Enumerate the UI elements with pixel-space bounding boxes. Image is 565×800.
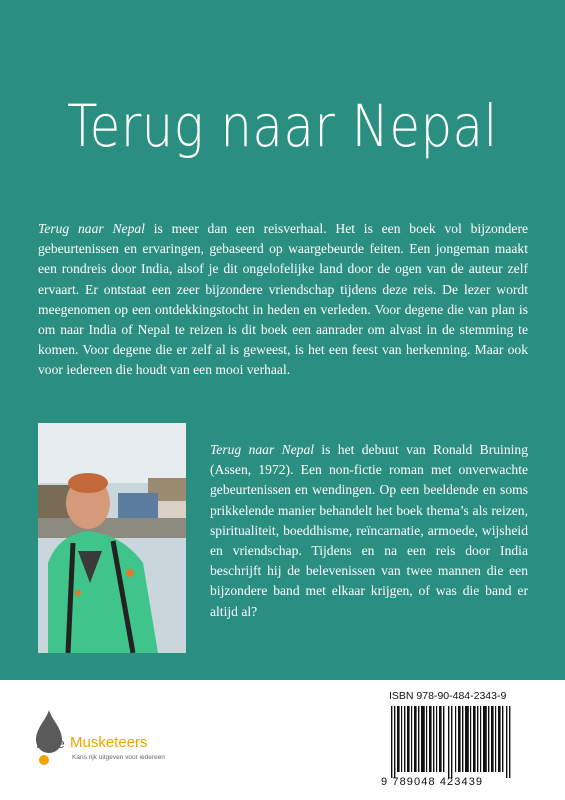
author-photo xyxy=(38,423,186,653)
footer-band xyxy=(0,680,565,800)
isbn-label: ISBN 978-90-484-2343-9 xyxy=(389,690,507,702)
logo-tagline: Kans rijk uitgeven voor iedereen xyxy=(72,754,165,761)
bio-text: is het debuut van Ronald Bruining (Assen, 1972). Een non-fictie roman met onverwachte gebeurtenissen en wendingen. Op een beeldende en soms prikkelende manier behandelt het boek thema’s als reizen, spiritualiteit, boeddhisme, reïncarnatie, armoede, wijsheid en vriendschap. Tijdens en na een reis door India beschrijft hij de belevenissen van twee mannen die een bijzondere band met elkaar krijgen, of was die band er altijd al? xyxy=(210,442,528,619)
publisher-logo xyxy=(34,714,194,774)
barcode-bars xyxy=(387,706,517,778)
isbn-barcode xyxy=(381,690,523,794)
bio-book-title: Terug naar Nepal xyxy=(210,442,315,457)
logo-musketeers-text: Musketeers xyxy=(70,734,148,751)
blurb-paragraph xyxy=(38,219,528,381)
author-bio-paragraph xyxy=(210,440,528,622)
blurb-text: is meer dan een reisverhaal. Het is een boek vol bijzondere gebeurtenissen en ervaringen, gebaseerd op waargebeurde feiten. Een jongeman maakt een rondreis door India, alsof je dit ongelofelijke land door de ogen van de auteur zelf ervaart. Er ontstaat een zeer bijzondere vriendschap tijdens deze reis. De lezer wordt meegenomen op een ontdekkingstocht in heden en verleden. Voor degene die van plan is om naar India of Nepal te reizen is dit boek een aanrader om alvast in de stemming te komen. Voor degene die er zelf al is geweest, is het een feest van herkenning. Maar ook voor iedereen die houdt van een mooi verhaal. xyxy=(38,221,528,378)
barcode-digits: 9 789048 423439 xyxy=(381,776,484,788)
book-title: Terug naar Nepal xyxy=(67,92,498,160)
blurb-book-title: Terug naar Nepal xyxy=(38,221,145,236)
logo-free-text: Free xyxy=(36,735,65,751)
